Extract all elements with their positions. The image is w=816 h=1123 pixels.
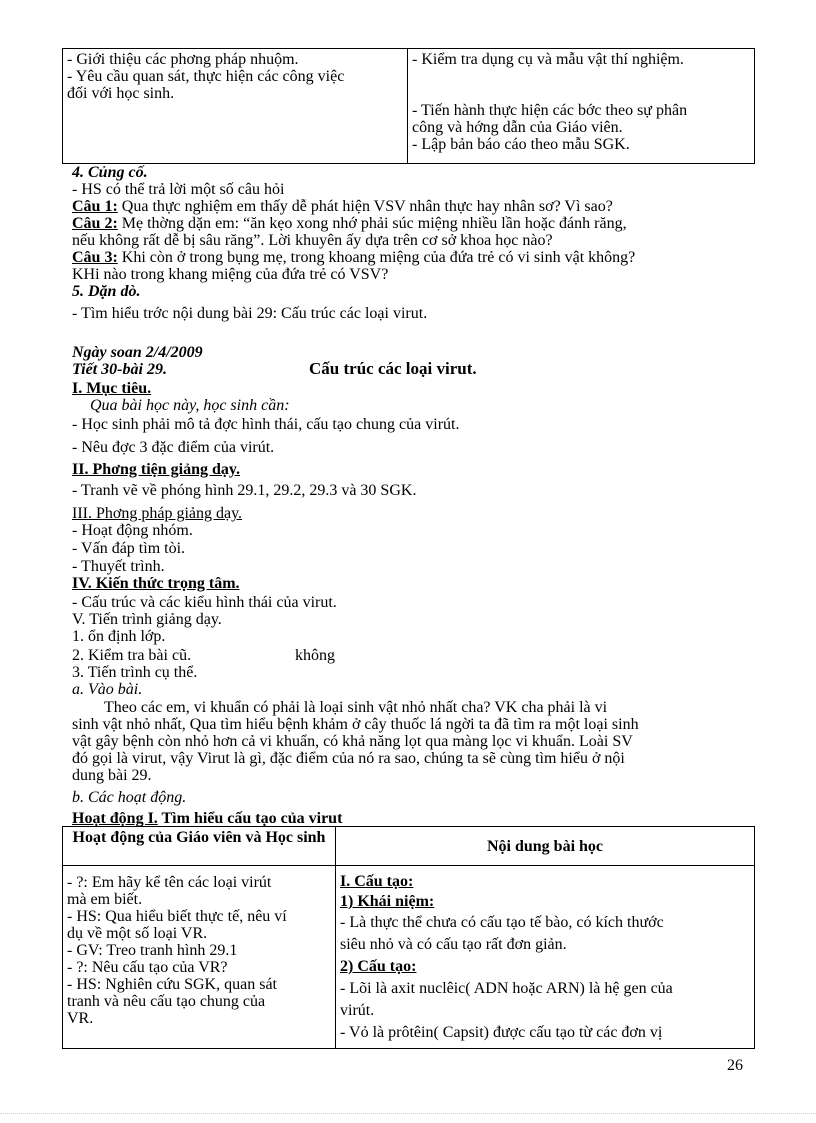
text-line: - Nêu đợc 3 đặc điểm của virút. — [72, 439, 275, 456]
text-line: dung bài 29. — [72, 767, 152, 784]
text-line: - Tìm hiểu trớc nội dung bài 29: Cấu trúc các loại virut. — [72, 305, 428, 322]
text-line: a. Vào bài. — [72, 681, 143, 698]
text-line: đó gọi là virut, vậy Virut là gì, đặc điểm của nó ra sao, chúng ta sẽ cùng tìm hiểu ở nội — [72, 750, 625, 767]
lesson-title: Cấu trúc các loại virut. — [309, 359, 477, 378]
text-line: nếu không rất dễ bị sâu răng”. Lời khuyên ấy dựa trên cơ sở khoa học nào? — [72, 232, 553, 249]
text-line: VR. — [67, 1010, 94, 1027]
text-line: virút. — [340, 1002, 375, 1019]
text-line: mà em biết. — [67, 891, 143, 908]
content-heading: 2) Cấu tạo: — [340, 958, 417, 975]
question-3 — [72, 249, 635, 266]
lesson-content-cell — [336, 866, 755, 1049]
question-2 — [72, 215, 627, 232]
question-label: Câu 2: — [72, 215, 118, 232]
section-heading-phuong-phap: III. Phơng pháp giảng dạy. — [72, 505, 243, 522]
text-line: - Vỏ là prôtêin( Capsit) được cấu tạo từ các đơn vị — [340, 1024, 663, 1041]
text-line: Theo các em, vi khuẩn có phải là loại sinh vật nhỏ nhất cha? VK cha phải là vi — [104, 699, 608, 716]
column-header-label: Hoạt động của Giáo viên và Học sinh — [72, 829, 326, 846]
question-text: Qua thực nghiệm em thấy dễ phát hiện VSV nhân thực hay nhân sơ? Vì sao? — [117, 198, 613, 215]
section-heading-dan-do: 5. Dặn dò. — [72, 283, 141, 300]
question-label: Câu 3: — [72, 249, 118, 266]
text-line: - Lập bản báo cáo theo mẫu SGK. — [412, 136, 630, 153]
section-heading-cung-co: 4. Củng cố. — [72, 164, 148, 181]
section-heading-phuong-tien: II. Phơng tiện giảng dạy. — [72, 461, 241, 478]
text-line: KHi nào trong khang miệng của đứa trẻ có VSV? — [72, 266, 389, 283]
lesson-date: Ngày soan 2/4/2009 — [72, 344, 203, 361]
text-line: - Giới thiệu các phơng pháp nhuộm. — [67, 51, 299, 68]
section-heading-tien-trinh: V. Tiến trình giảng dạy. — [72, 611, 222, 628]
top-table — [62, 48, 755, 164]
text-line: sinh vật nhỏ nhất, Qua tìm hiểu bệnh khảm ở cây thuốc lá ngời ta đã tìm ra một loại sinh — [72, 716, 639, 733]
text-line: 1. ổn định lớp. — [72, 628, 166, 645]
text-line: b. Các hoạt động. — [72, 789, 187, 806]
text-line: Qua bài học này, học sinh cần: — [90, 397, 290, 414]
text-line: - Tranh vẽ về phóng hình 29.1, 29.2, 29.3 và 30 SGK. — [72, 482, 417, 499]
page-number: 26 — [727, 1057, 743, 1074]
text-line: - ?: Nêu cấu tạo của VR? — [67, 959, 228, 976]
activity-label: Hoạt động I. — [72, 810, 158, 827]
column-header-label: Nội dung bài học — [486, 837, 604, 855]
section-heading-muc-tieu: I. Mục tiêu. — [72, 380, 152, 397]
text-line: - Yêu cầu quan sát, thực hiện các công việc — [67, 68, 345, 85]
question-text: Mẹ thờng dặn em: “ăn kẹo xong nhớ phải súc miệng nhiều lần hoặc đánh răng, — [117, 215, 627, 232]
column-header-content — [336, 827, 755, 866]
top-table-left-cell — [63, 49, 408, 164]
top-table-right-cell — [408, 49, 755, 164]
question-text: Khi còn ở trong bụng mẹ, trong khoang miệng của đứa trẻ có vi sinh vật không? — [117, 249, 636, 266]
text-line: - Cấu trúc và các kiểu hình thái của virut. — [72, 594, 337, 611]
text-line: - Kiểm tra dụng cụ và mẫu vật thí nghiệm. — [412, 51, 684, 68]
question-label: Câu 1: — [72, 198, 118, 215]
text-line: - Là thực thể chưa có cấu tạo tế bào, có kích thước — [340, 914, 664, 931]
page-footer-divider — [0, 1113, 816, 1114]
section-heading-kien-thuc: IV. Kiến thức trọng tâm. — [72, 575, 240, 592]
text-line: không — [295, 647, 335, 664]
text-line: tranh và nêu cấu tạo chung của — [67, 993, 266, 1010]
activity-heading — [72, 810, 342, 827]
text-line: - Thuyết trình. — [72, 558, 165, 575]
activity-title: Tìm hiểu cấu tạo của virut — [157, 810, 343, 827]
lesson-period: Tiết 30-bài 29. — [72, 361, 167, 378]
text-line: - HS: Qua hiểu biết thực tế, nêu ví — [67, 908, 287, 925]
question-1 — [72, 198, 613, 215]
text-line: - Hoạt động nhóm. — [72, 522, 193, 539]
text-line: vật gây bệnh còn nhỏ hơn cả vi khuẩn, có khả năng lọt qua màng lọc vi khuẩn. Loài SV — [72, 733, 633, 750]
column-header-teacher — [63, 827, 336, 866]
text-line: - Vấn đáp tìm tòi. — [72, 540, 186, 557]
text-line: - Học sinh phải mô tả đợc hình thái, cấu tạo chung của virút. — [72, 416, 460, 433]
text-line: - Tiến hành thực hiện các bớc theo sự phân — [412, 102, 688, 119]
text-line: - GV: Treo tranh hình 29.1 — [67, 942, 238, 959]
text-line: đối với học sinh. — [67, 85, 175, 102]
text-line: công và hớng dẫn của Giáo viên. — [412, 119, 623, 136]
text-line: 2. Kiểm tra bài cũ. — [72, 647, 192, 664]
text-line: dụ về một số loại VR. — [67, 925, 208, 942]
content-heading: I. Cấu tạo: — [340, 873, 414, 890]
text-line: siêu nhỏ và có cấu tạo rất đơn giản. — [340, 936, 567, 953]
text-line: - ?: Em hãy kể tên các loại virút — [67, 874, 272, 891]
teacher-activity-cell — [63, 866, 336, 1049]
activity-table — [62, 826, 755, 1049]
text-line: - HS có thể trả lời một số câu hỏi — [72, 181, 285, 198]
content-heading: 1) Khái niệm: — [340, 893, 435, 910]
text-line: - Lõi là axit nuclêic( ADN hoặc ARN) là hệ gen của — [340, 980, 673, 997]
text-line: 3. Tiến trình cụ thể. — [72, 664, 198, 681]
text-line: - HS: Nghiên cứu SGK, quan sát — [67, 976, 277, 993]
